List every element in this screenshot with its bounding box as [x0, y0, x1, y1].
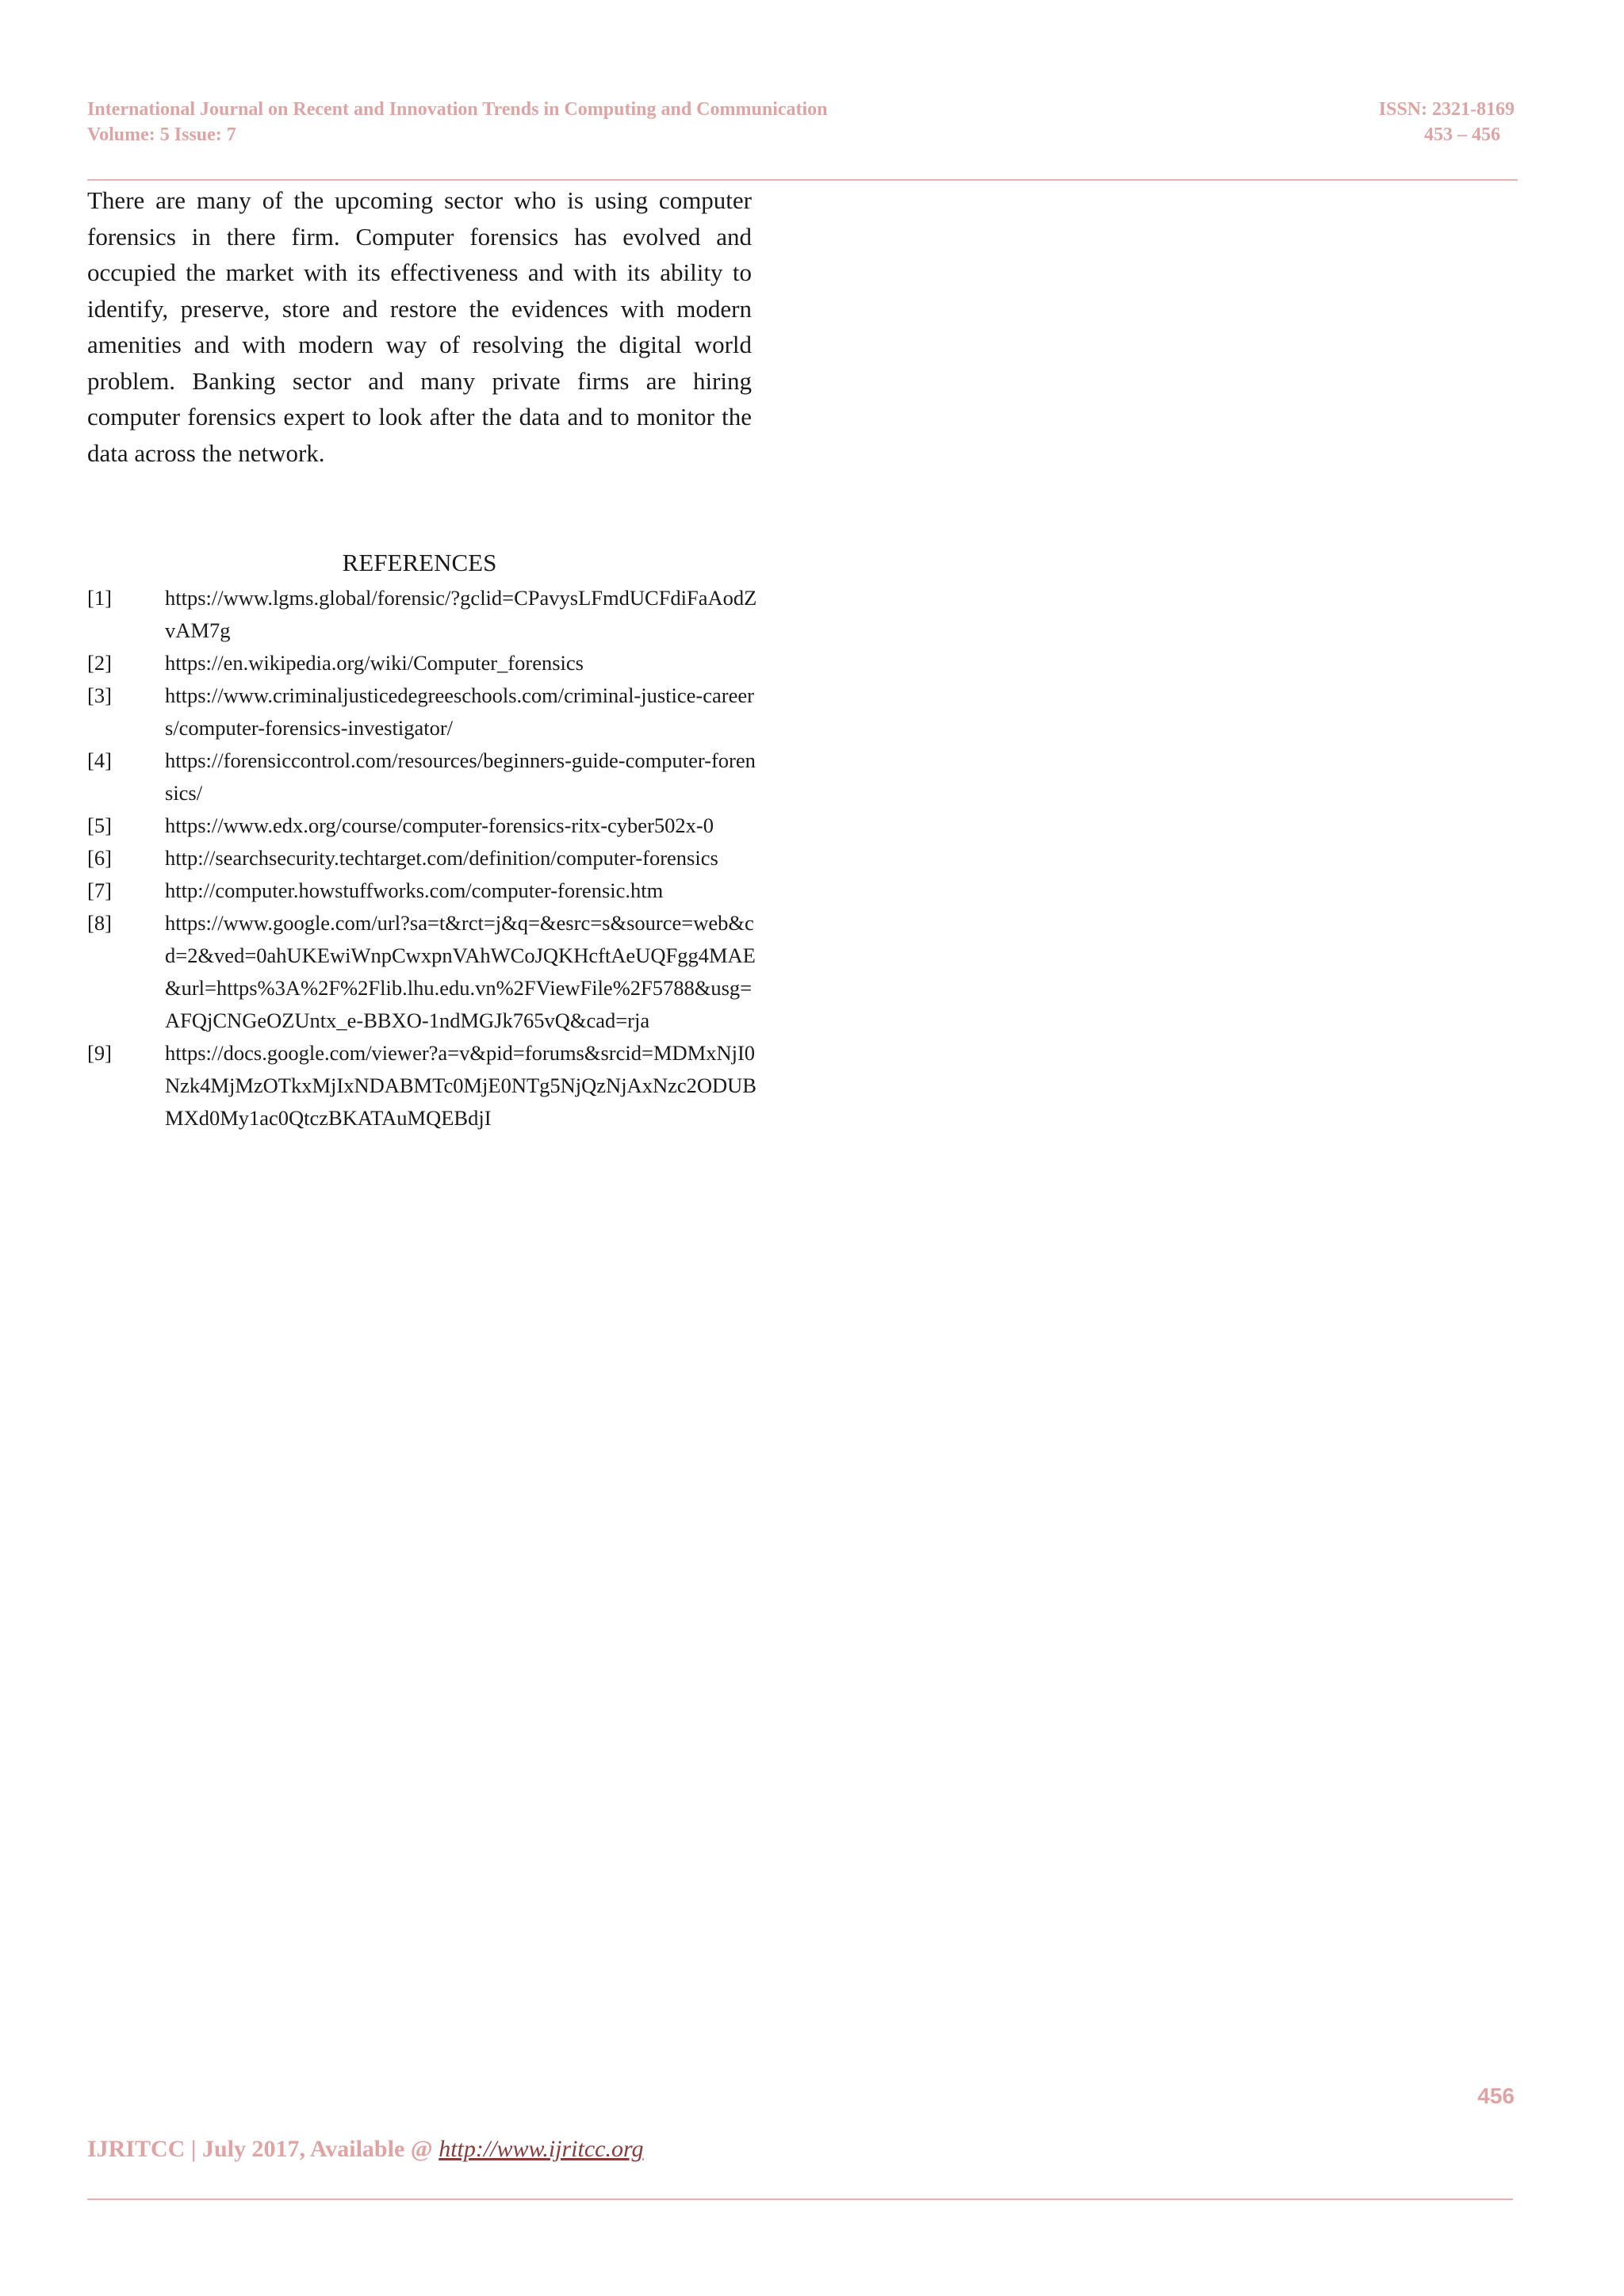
page-number: 456: [1477, 2084, 1515, 2108]
header-divider: [87, 179, 1518, 181]
reference-number: [2]: [87, 651, 112, 675]
reference-item: [87, 874, 761, 907]
header-left: [87, 97, 828, 147]
references-heading: REFERENCES: [342, 549, 497, 576]
page-range: 453 – 456: [1424, 124, 1500, 145]
reference-url[interactable]: https://en.wikipedia.org/wiki/Computer_forensics: [165, 651, 584, 675]
reference-number: [1]: [87, 586, 112, 610]
reference-item: [87, 809, 761, 842]
reference-number: [6]: [87, 846, 112, 870]
page-footer: [87, 2136, 644, 2163]
reference-item: [87, 1037, 761, 1135]
reference-item: [87, 907, 761, 1037]
footer-link[interactable]: http://www.ijritcc.org: [439, 2136, 644, 2162]
reference-url[interactable]: https://docs.google.com/viewer?a=v&pid=forums&srcid=MDMxNjI0Nzk4MjMzOTkxMjIxNDABMTc0MjE0NTg5NjQzNjAxNzc2ODUBMXd0My1ac0QtczBKATAuMQEBdjI: [165, 1041, 756, 1130]
body-paragraph: There are many of the upcoming sector who is using computer forensics in there firm. Computer forensics has evolved and occupied the market with its effectiveness and with its ability to identify, preserve, store and restore the evidences with modern amenities and with modern way of resolving the digital world problem. Banking sector and many private firms are hiring computer forensics expert to look after the data and to monitor the data across the network.: [87, 186, 752, 467]
reference-item: [87, 679, 761, 744]
reference-number: [3]: [87, 683, 112, 707]
reference-url[interactable]: https://www.edx.org/course/computer-forensics-ritx-cyber502x-0: [165, 813, 714, 837]
reference-number: [9]: [87, 1041, 112, 1065]
reference-item: [87, 647, 761, 679]
reference-url[interactable]: https://www.google.com/url?sa=t&rct=j&q=&esrc=s&source=web&cd=2&ved=0ahUKEwiWnpCwxpnVAhWCoJQKHcftAeUQFgg4MAE&url=https%3A%2F%2Flib.lhu.edu.vn%2FViewFile%2F5788&usg=AFQjCNGeOZUntx_e-BBXO-1ndMGJk765vQ&cad=rja: [165, 911, 756, 1032]
reference-url[interactable]: https://www.lgms.global/forensic/?gclid=CPavysLFmdUCFdiFaAodZvAM7g: [165, 586, 757, 642]
reference-item: [87, 744, 761, 809]
header-right: [1379, 97, 1515, 147]
reference-url[interactable]: https://www.criminaljusticedegreeschools.com/criminal-justice-careers/computer-forensics-investigator/: [165, 683, 754, 740]
reference-item: [87, 582, 761, 647]
journal-title: International Journal on Recent and Innovation Trends in Computing and Communication: [87, 99, 828, 120]
reference-number: [4]: [87, 748, 112, 772]
reference-number: [7]: [87, 878, 112, 902]
reference-url[interactable]: http://computer.howstuffworks.com/computer-forensic.htm: [165, 878, 664, 902]
footer-divider: [87, 2198, 1513, 2200]
references-list: [87, 582, 761, 1135]
issn: ISSN: 2321-8169: [1378, 99, 1515, 120]
volume-issue: Volume: 5 Issue: 7: [87, 124, 236, 145]
reference-url[interactable]: https://forensiccontrol.com/resources/beginners-guide-computer-forensics/: [165, 748, 756, 805]
reference-number: [8]: [87, 911, 112, 935]
reference-url[interactable]: http://searchsecurity.techtarget.com/definition/computer-forensics: [165, 846, 718, 870]
footer-text: IJRITCC | July 2017, Available @: [87, 2136, 439, 2162]
reference-number: [5]: [87, 813, 112, 837]
reference-item: [87, 842, 761, 874]
